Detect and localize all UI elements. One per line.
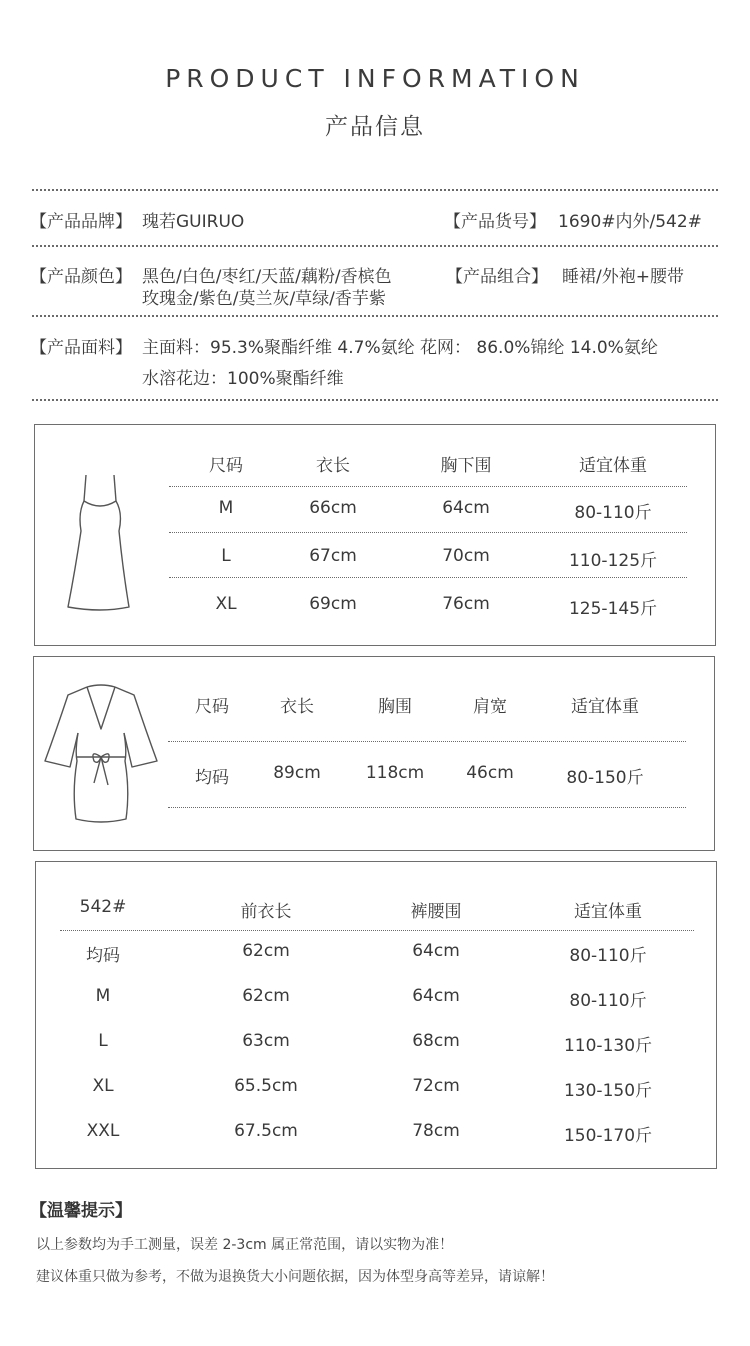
divider <box>168 807 686 808</box>
header-bust: 胸围 <box>378 697 412 717</box>
cell: L <box>221 546 231 566</box>
cell: 125-145斤 <box>568 599 658 619</box>
header-weight: 适宜体重 <box>579 456 647 476</box>
cell: M <box>95 986 111 1006</box>
sku-value: 1690#内外/542# <box>558 212 702 232</box>
cell: 64cm <box>412 941 460 961</box>
cell: 68cm <box>412 1031 460 1051</box>
cell: 66cm <box>309 498 357 518</box>
cell: 80-110斤 <box>569 991 647 1011</box>
header-shoulder: 肩宽 <box>473 697 507 717</box>
cell: 63cm <box>242 1031 290 1051</box>
tips-title: 【温馨提示】 <box>30 1201 132 1221</box>
cell: 80-110斤 <box>574 503 652 523</box>
header-weight: 适宜体重 <box>574 902 642 922</box>
header-front-length: 前衣长 <box>240 902 292 922</box>
cell: 150-170斤 <box>563 1126 653 1146</box>
tips-line-2: 建议体重只做为参考，不做为退换货大小问题依据，因为体型身高等差异，请谅解！ <box>36 1269 554 1285</box>
fabric-label: 【产品面料】 <box>30 338 132 358</box>
header-waist: 裤腰围 <box>410 902 462 922</box>
cell: XL <box>92 1076 114 1096</box>
size-table-542 <box>35 861 717 1169</box>
fabric-line-1: 主面料：95.3%聚酯纤维 4.7%氨纶 花网： 86.0%锦纶 14.0%氨纶 <box>142 338 658 358</box>
header-underbust: 胸下围 <box>440 456 492 476</box>
divider <box>32 315 718 317</box>
divider <box>169 532 687 533</box>
tips-line-1: 以上参数均为手工测量，误差 2-3cm 属正常范围，请以实物为准！ <box>36 1237 454 1253</box>
color-line-1: 黑色/白色/枣红/天蓝/藕粉/香槟色 <box>142 267 392 287</box>
cell: 64cm <box>442 498 490 518</box>
color-label: 【产品颜色】 <box>30 267 132 287</box>
cell: 118cm <box>365 763 425 783</box>
cell: 80-110斤 <box>569 946 647 966</box>
fabric-line-2: 水溶花边：100%聚酯纤维 <box>142 369 344 389</box>
divider <box>169 577 687 578</box>
cell: M <box>218 498 234 518</box>
cell: 72cm <box>412 1076 460 1096</box>
divider <box>168 741 686 742</box>
header-size: 尺码 <box>209 456 243 476</box>
divider <box>169 486 687 487</box>
color-line-2: 玫瑰金/紫色/莫兰灰/草绿/香芋紫 <box>142 289 386 309</box>
cell: 65.5cm <box>234 1076 298 1096</box>
cell: 69cm <box>309 594 357 614</box>
cell: 110-130斤 <box>563 1036 653 1056</box>
header-length: 衣长 <box>316 456 350 476</box>
size-table-robe <box>33 656 715 851</box>
divider <box>32 245 718 247</box>
cell: L <box>98 1031 108 1051</box>
combo-value: 睡裙/外袍+腰带 <box>562 267 684 287</box>
combo-label: 【产品组合】 <box>446 267 548 287</box>
header-size: 尺码 <box>195 697 229 717</box>
size-table-dress <box>34 424 716 646</box>
divider <box>32 399 718 401</box>
cell: 130-150斤 <box>563 1081 653 1101</box>
cell: XL <box>215 594 237 614</box>
cell: 70cm <box>442 546 490 566</box>
divider <box>32 189 718 191</box>
title-english: PRODUCT INFORMATION <box>165 64 585 93</box>
cell: 76cm <box>442 594 490 614</box>
cell: 均码 <box>195 768 229 788</box>
header-weight: 适宜体重 <box>571 697 639 717</box>
title-chinese: 产品信息 <box>325 114 425 140</box>
header-length: 衣长 <box>280 697 314 717</box>
robe-icon <box>42 681 160 825</box>
cell: 89cm <box>273 763 321 783</box>
cell: 46cm <box>466 763 514 783</box>
sku-label: 【产品货号】 <box>444 212 546 232</box>
cell: 62cm <box>242 986 290 1006</box>
cell: 110-125斤 <box>568 551 658 571</box>
divider <box>60 930 694 931</box>
cell: 67.5cm <box>234 1121 298 1141</box>
cell: XXL <box>86 1121 120 1141</box>
cell: 67cm <box>309 546 357 566</box>
cell: 64cm <box>412 986 460 1006</box>
cell: 62cm <box>242 941 290 961</box>
cell: 均码 <box>86 946 120 966</box>
cell: 78cm <box>412 1121 460 1141</box>
header-model: 542# <box>79 897 127 917</box>
brand-value: 瑰若GUIRUO <box>142 212 245 232</box>
brand-label: 【产品品牌】 <box>30 212 132 232</box>
cell: 80-150斤 <box>566 768 644 788</box>
slip-dress-icon <box>65 471 135 613</box>
